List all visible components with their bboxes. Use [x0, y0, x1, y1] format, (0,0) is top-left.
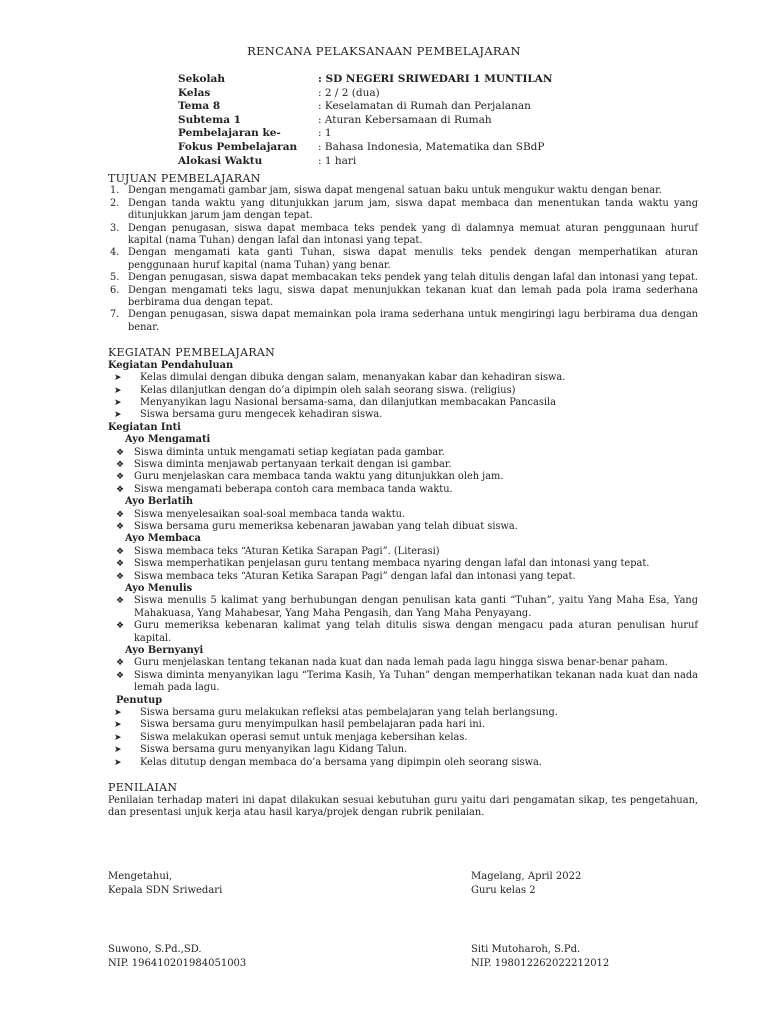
diamond-bullet-icon: ❖ [116, 571, 125, 582]
list-item [108, 484, 698, 496]
diamond-bullet-icon: ❖ [116, 621, 125, 632]
signature-right [471, 870, 581, 898]
inti-title: Kegiatan Inti [108, 421, 181, 433]
tujuan-list [108, 185, 698, 334]
info-label: Alokasi Waktu [178, 154, 263, 167]
list-item-text: Menyanyikan lagu Nasional bersama-sama, dan dilanjutkan membacakan Pancasila [140, 396, 557, 408]
signature-left [108, 870, 222, 898]
activity-list [108, 546, 698, 583]
arrow-bullet-icon: ➤ [114, 410, 122, 421]
sig-left-line1: Mengetahui, [108, 871, 173, 882]
sig-left-name: Suwono, S.Pd.,SD. [108, 944, 202, 955]
list-item [108, 657, 698, 669]
info-label: Kelas [178, 86, 211, 99]
diamond-bullet-icon: ❖ [116, 472, 125, 483]
arrow-bullet-icon: ➤ [114, 708, 122, 719]
info-label: Tema 8 [178, 100, 221, 113]
diamond-bullet-icon: ❖ [116, 521, 125, 532]
activity-list [108, 595, 698, 645]
list-item-text: Siswa bersama guru memeriksa kebenaran jawaban yang telah dibuat siswa. [134, 520, 518, 532]
list-item-text: Siswa membaca teks “Aturan Ketika Sarapan Pagi” dengan lafal dan intonasi yang tepat. [134, 570, 576, 582]
list-item-text: Siswa membaca teks “Aturan Ketika Sarapan Pagi”. (Literasi) [134, 545, 440, 557]
signature-right-name [471, 943, 609, 971]
pendahuluan-title: Kegiatan Pendahuluan [108, 359, 234, 371]
inti-groups [108, 434, 698, 695]
penilaian-heading: PENILAIAN [108, 781, 178, 795]
sig-right-name: Siti Mutoharoh, S.Pd. [471, 944, 581, 955]
tujuan-heading: TUJUAN PEMBELAJARAN [108, 172, 261, 185]
info-value: : 2 / 2 (dua) [318, 86, 380, 99]
activity-subtitle: Ayo Mengamati [125, 434, 211, 446]
info-label: Subtema 1 [178, 113, 241, 126]
sig-left-nip: NIP. 196410201984051003 [108, 958, 247, 969]
list-item-text: Siswa mengamati beberapa contoh cara membaca tanda waktu. [134, 483, 453, 495]
diamond-bullet-icon: ❖ [116, 670, 125, 681]
diamond-bullet-icon: ❖ [116, 546, 125, 557]
list-item-text: Kelas dilanjutkan dengan do’a dipimpin oleh salah seorang siswa. (religius) [140, 384, 516, 396]
list-item-text: Siswa diminta untuk mengamati setiap kegiatan pada gambar. [134, 446, 445, 458]
tujuan-number: 5. [110, 272, 120, 284]
tujuan-number: 2. [110, 197, 120, 209]
list-item [108, 595, 698, 620]
penutup-list [108, 707, 698, 769]
list-item-text: Guru memeriksa kebenaran kalimat yang telah ditulis siswa dengan mengacu pada aturan penulisan huruf kapital. [134, 620, 698, 644]
tujuan-text: Dengan mengamati gambar jam, siswa dapat mengenal satuan baku untuk mengukur waktu dengan benar. [128, 185, 662, 197]
tujuan-number: 1. [110, 185, 120, 197]
penilaian-text: Penilaian terhadap materi ini dapat dilakukan sesuai kebutuhan guru yaitu dari pengamatan sikap, tes pengetahuan, dan presentasi unjuk kerja atau hasil karya/projek dengan rubrik penilaian. [108, 794, 698, 818]
list-item [108, 397, 698, 409]
tujuan-number: 7. [110, 309, 120, 321]
list-item-text: Siswa menulis 5 kalimat yang berhubungan dengan penulisan kata ganti “Tuhan”, yaitu Yang Maha Esa, Yang Mahakuasa, Yang Mahabesar, Yang Maha Pengasih, dan Yang Maha Penyayang. [134, 595, 698, 619]
diamond-bullet-icon: ❖ [116, 658, 125, 669]
list-item-text: Guru menjelaskan tentang tekanan nada kuat dan nada lemah pada lagu hingga siswa benar-benar paham. [134, 657, 668, 669]
list-item-text: Guru menjelaskan cara membaca tanda waktu yang ditunjukkan oleh jam. [134, 471, 504, 483]
arrow-bullet-icon: ➤ [114, 385, 122, 396]
tujuan-item [108, 247, 698, 272]
list-item [108, 719, 698, 731]
list-item [108, 571, 698, 583]
activity-list [108, 447, 698, 497]
list-item [108, 385, 698, 397]
arrow-bullet-icon: ➤ [114, 720, 122, 731]
sig-right-nip: NIP. 198012262022212012 [471, 958, 610, 969]
tujuan-item [108, 223, 698, 248]
info-row [178, 73, 553, 87]
list-item [108, 509, 698, 521]
tujuan-text: Dengan penugasan, siswa dapat memainkan pola irama sederhana untuk mengiringi lagu berbirama dua dengan benar. [128, 309, 698, 333]
info-label: Sekolah [178, 73, 225, 85]
info-row [178, 87, 553, 101]
list-item-text: Siswa bersama guru melakukan refleksi atas pembelajaran yang telah berlangsung. [140, 707, 558, 719]
diamond-bullet-icon: ❖ [116, 459, 125, 470]
list-item [108, 757, 698, 769]
arrow-bullet-icon: ➤ [114, 397, 122, 408]
info-row [178, 141, 553, 155]
diamond-bullet-icon: ❖ [116, 559, 125, 570]
signature-left-name [108, 943, 246, 971]
list-item-text: Siswa bersama guru mengecek kehadiran siswa. [140, 409, 383, 421]
list-item-text: Siswa menyelesaikan soal-soal membaca tanda waktu. [134, 508, 406, 520]
info-value: : Keselamatan di Rumah dan Perjalanan [318, 100, 531, 113]
activity-list [108, 509, 698, 534]
penutup-title: Penutup [116, 694, 163, 706]
list-item-text: Siswa melakukan operasi semut untuk menjaga kebersihan kelas. [140, 731, 468, 743]
list-item [108, 372, 698, 384]
tujuan-text: Dengan penugasan, siswa dapat membaca teks pendek yang di dalamnya memuat aturan penggunaan huruf kapital (nama Tuhan) dengan lafal dan intonasi yang tepat. [128, 222, 698, 247]
diamond-bullet-icon: ❖ [116, 484, 125, 495]
tujuan-text: Dengan penugasan, siswa dapat membacakan teks pendek yang telah ditulis dengan lafal dan intonasi yang tepat. [128, 272, 698, 284]
document-title: RENCANA PELAKSANAAN PEMBELAJARAN [247, 44, 521, 58]
arrow-bullet-icon: ➤ [114, 373, 122, 384]
list-item-text: Siswa diminta menyanyikan lagu “Terima Kasih, Ya Tuhan” dengan memperhatikan tekanan nada kuat dan nada lemah pada lagu. [134, 669, 698, 694]
list-item [108, 471, 698, 483]
list-item-text: Siswa bersama guru menyanyikan lagu Kidang Talun. [140, 744, 408, 756]
tujuan-text: Dengan tanda waktu yang ditunjukkan jarum jam, siswa dapat membaca dan menentukan tanda waktu yang ditunjukkan jarum jam dengan tepat. [128, 197, 698, 222]
list-item [108, 521, 698, 533]
tujuan-item [108, 185, 698, 197]
document-body [108, 173, 698, 819]
arrow-bullet-icon: ➤ [114, 745, 122, 756]
info-row [178, 100, 553, 114]
list-item-text: Kelas dimulai dengan dibuka dengan salam, menanyakan kabar dan kehadiran siswa. [140, 372, 566, 384]
info-value: : 1 hari [318, 154, 357, 167]
sig-right-line1: Magelang, April 2022 [471, 871, 582, 882]
list-item [108, 558, 698, 570]
list-item-text: Siswa diminta menjawab pertanyaan terkait dengan isi gambar. [134, 458, 452, 470]
list-item [108, 459, 698, 471]
info-value: : 1 [318, 127, 332, 140]
tujuan-number: 4. [110, 247, 120, 259]
list-item [108, 620, 698, 645]
activity-subtitle: Ayo Menulis [125, 583, 193, 594]
tujuan-item [108, 309, 698, 334]
arrow-bullet-icon: ➤ [114, 732, 122, 743]
diamond-bullet-icon: ❖ [116, 447, 125, 458]
info-value: : SD NEGERI SRIWEDARI 1 MUNTILAN [318, 73, 553, 85]
info-row [178, 114, 553, 128]
tujuan-item [108, 272, 698, 284]
sig-right-line2: Guru kelas 2 [471, 885, 536, 896]
diamond-bullet-icon: ❖ [116, 596, 125, 607]
list-item [108, 732, 698, 744]
list-item [108, 546, 698, 558]
info-label: Pembelajaran ke- [178, 127, 281, 140]
list-item-text: Siswa memperhatikan penjelasan guru tentang membaca nyaring dengan lafal dan intonasi yang tepat. [134, 558, 650, 570]
tujuan-number: 3. [110, 222, 120, 234]
list-item [108, 447, 698, 459]
tujuan-number: 6. [110, 284, 120, 296]
activity-subtitle: Ayo Bernyanyi [125, 645, 204, 657]
diamond-bullet-icon: ❖ [116, 509, 125, 520]
info-label: Fokus Pembelajaran [178, 140, 298, 153]
info-row [178, 127, 553, 141]
tujuan-item [108, 285, 698, 310]
pendahuluan-list [108, 372, 698, 422]
activity-subtitle: Ayo Membaca [125, 533, 201, 545]
activity-subtitle: Ayo Berlatih [125, 496, 193, 508]
sig-left-line2: Kepala SDN Sriwedari [108, 885, 223, 896]
info-value: : Bahasa Indonesia, Matematika dan SBdP [318, 140, 545, 153]
list-item [108, 744, 698, 756]
tujuan-text: Dengan mengamati kata ganti Tuhan, siswa dapat menulis teks pendek dengan memperhatikan aturan penggunaan huruf kapital (nama Tuhan) yang benar. [128, 247, 698, 271]
info-value: : Aturan Kebersamaan di Rumah [318, 113, 492, 126]
list-item [108, 409, 698, 421]
tujuan-item [108, 198, 698, 223]
tujuan-text: Dengan mengamati teks lagu, siswa dapat menunjukkan tekanan kuat dan lemah pada pola irama sederhana berbirama dua dengan tepat. [128, 284, 698, 309]
activity-list [108, 657, 698, 694]
list-item [108, 670, 698, 695]
list-item [108, 707, 698, 719]
arrow-bullet-icon: ➤ [114, 757, 122, 768]
list-item-text: Siswa bersama guru menyimpulkan hasil pembelajaran pada hari ini. [140, 719, 485, 731]
kegiatan-heading: KEGIATAN PEMBELAJARAN [108, 346, 276, 360]
info-row [178, 155, 553, 169]
identity-table [178, 73, 553, 168]
list-item-text: Kelas ditutup dengan membaca do’a bersama yang dipimpin oleh seorang siswa. [140, 756, 542, 768]
